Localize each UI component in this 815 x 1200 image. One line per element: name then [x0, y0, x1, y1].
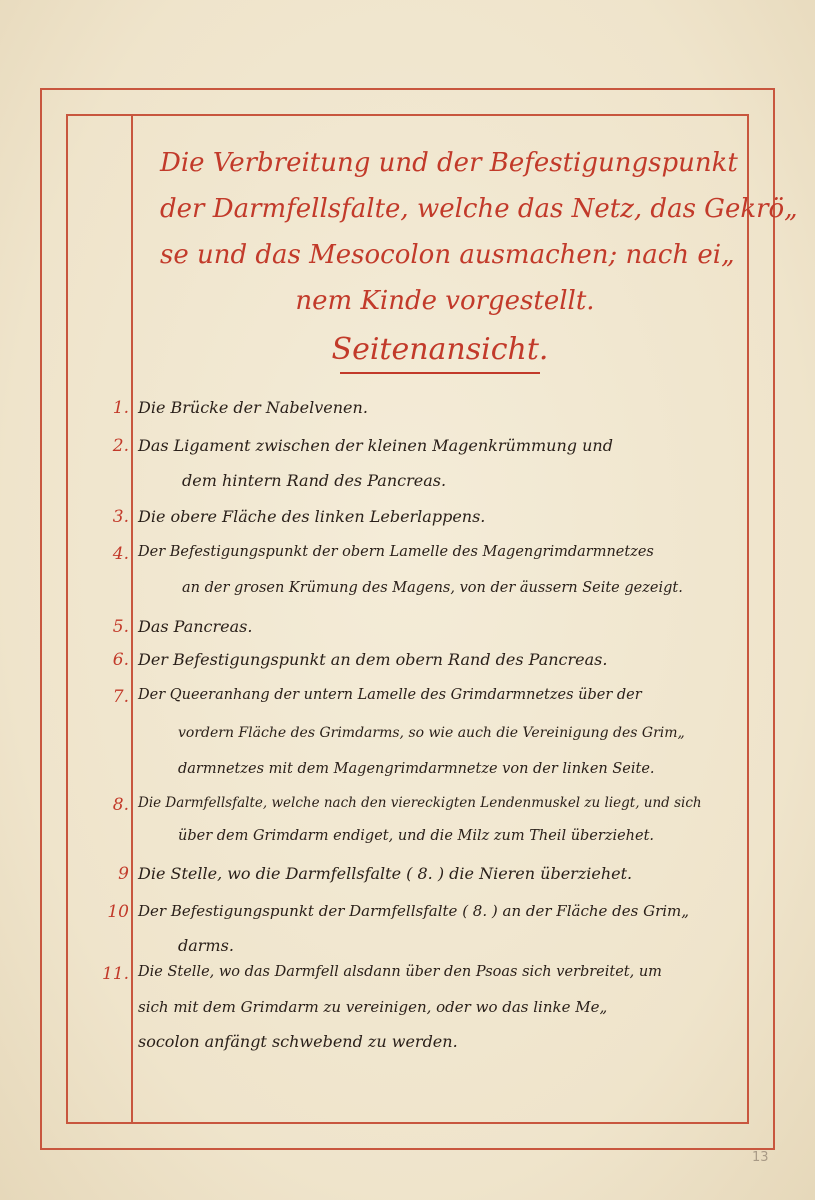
entry-number: 8.: [112, 795, 129, 815]
entry-text: Die Stelle, wo das Darmfell alsdann über den Psoas sich verbreitet, um: [138, 964, 662, 980]
entry-number: 7.: [112, 687, 129, 707]
entry-text: Das Ligament zwischen der kleinen Magenkrümmung und: [138, 436, 613, 455]
entry-text: Der Queeranhang der untern Lamelle des Grimdarmnetzes über der: [138, 687, 642, 703]
entry-text: Der Befestigungspunkt an dem obern Rand des Pancreas.: [138, 650, 608, 669]
entry-number: 3.: [112, 507, 129, 527]
entry-text: Das Pancreas.: [138, 617, 253, 636]
entry-text: socolon anfängt schwebend zu werden.: [138, 1032, 458, 1051]
entry-number: 4.: [112, 544, 129, 564]
entry-text: Die obere Fläche des linken Leberlappens.: [138, 507, 486, 526]
entry-number: 10: [107, 902, 129, 922]
entry-number: 9: [118, 864, 129, 884]
entry-number: 11.: [101, 964, 129, 984]
entry-text: Die Darmfellsfalte, welche nach den viereckigten Lendenmuskel zu liegt, und sich: [138, 795, 702, 811]
entry-text: Die Brücke der Nabelvenen.: [138, 398, 368, 417]
title-line: se und das Mesocolon ausmachen; nach ei„: [160, 240, 735, 270]
entry-number: 5.: [112, 617, 129, 637]
entry-text: darmnetzes mit dem Magengrimdarmnetze von der linken Seite.: [178, 761, 655, 777]
entry-text: Der Befestigungspunkt der Darmfellsfalte ( 8. ) an der Fläche des Grim„: [138, 902, 690, 920]
title-line: der Darmfellsfalte, welche das Netz, das Gekrö„: [160, 194, 798, 224]
entry-text: Der Befestigungspunkt der obern Lamelle des Magengrimdarmnetzes: [138, 544, 654, 560]
entry-number: 6.: [112, 650, 129, 670]
entry-number: 1.: [112, 398, 129, 418]
title-line: nem Kinde vorgestellt.: [295, 286, 595, 316]
entry-text: über dem Grimdarm endiget, und die Milz zum Theil überziehet.: [178, 828, 655, 844]
entry-text: sich mit dem Grimdarm zu vereinigen, oder wo das linke Me„: [138, 998, 608, 1016]
entry-text: Die Stelle, wo die Darmfellsfalte ( 8. ) die Nieren überziehet.: [138, 864, 633, 883]
entry-text: dem hintern Rand des Pancreas.: [182, 471, 447, 490]
entry-text: vordern Fläche des Grimdarms, so wie auch die Vereinigung des Grim„: [178, 725, 685, 741]
entry-text: an der grosen Krümung des Magens, von der äussern Seite gezeigt.: [182, 580, 683, 596]
page-number: 13: [752, 1150, 769, 1165]
entry-text: darms.: [178, 936, 234, 955]
title-line: Die Verbreitung und der Befestigungspunkt: [160, 148, 738, 178]
section-heading-text: Seitenansicht.: [331, 332, 549, 367]
entry-number: 2.: [112, 436, 129, 456]
